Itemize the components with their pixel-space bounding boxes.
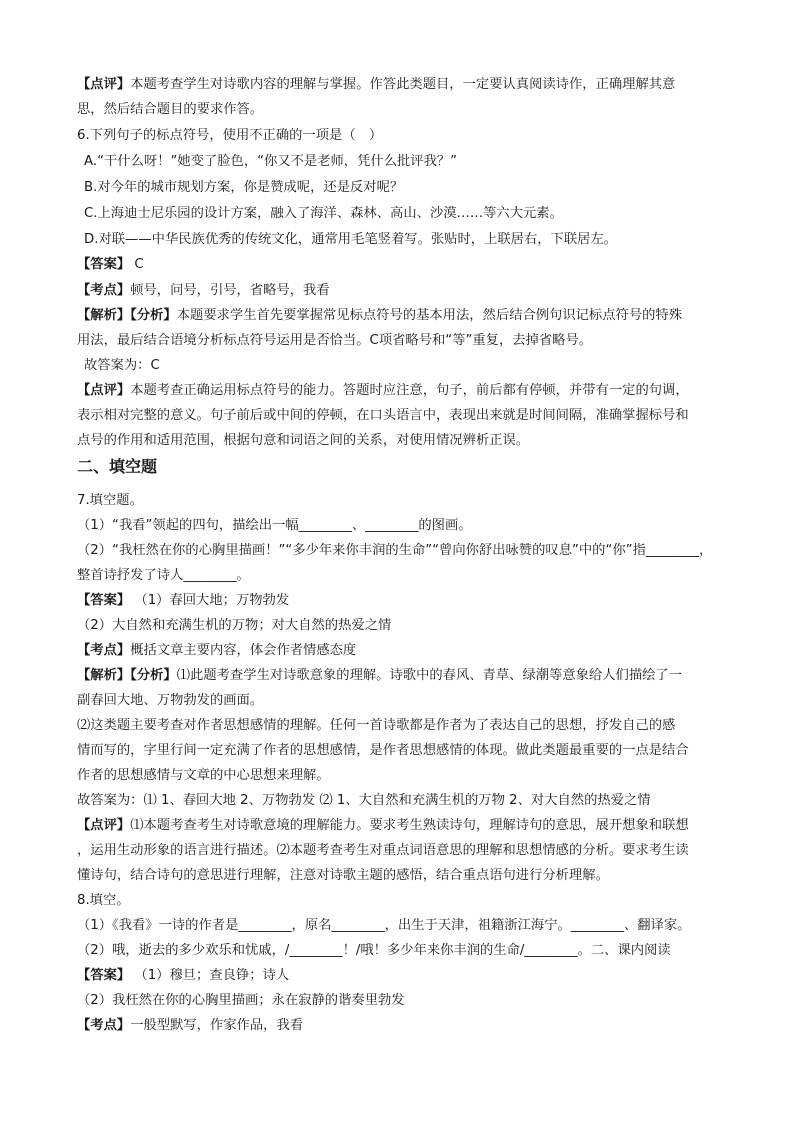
- question-7-final-answer: 故答案为：⑴ 1、春回大地 2、万物勃发 ⑵ 1、大自然和充满生机的万物 2、对大自然的热爱之情: [77, 793, 651, 808]
- label-tag: 【点评】: [77, 383, 131, 398]
- question-6-option-d: D.对联——中华民族优秀的传统文化，通常用毛笔竖着写。张贴时，上联居右，下联居左。: [84, 232, 618, 247]
- comment-line-2: 思，然后结合题目的要求作答。: [77, 102, 264, 117]
- question-7-part-2-cont: 整首诗抒发了诗人________。: [77, 568, 250, 583]
- question-7-analysis-2: 副春回大地、万物勃发的画面。: [77, 693, 264, 708]
- question-6-answer: 【答案】 C: [77, 257, 144, 272]
- label-tag: 【考点】: [77, 283, 131, 298]
- question-6-option-c: C.上海迪士尼乐园的设计方案，融入了海洋、森林、高山、沙漠……等六大元素。: [84, 206, 563, 221]
- label-tag: 【考点】: [77, 1018, 131, 1033]
- label-tag: 【答案】: [77, 593, 131, 608]
- question-8-stem: 8.填空。: [77, 893, 130, 908]
- section-heading-fill-in: 二、填空题: [77, 457, 158, 476]
- question-6-comment-1: 【点评】本题考查正确运用标点符号的能力。答题时应注意，句子，前后都有停顿，并带有一定的句调，: [77, 383, 689, 398]
- question-6-final-answer: 故答案为：C: [84, 358, 160, 373]
- question-6-comment-3: 点号的作用和适用范围，根据句意和词语之间的关系，对使用情况辨析正误。: [77, 433, 530, 448]
- question-6-analysis-1: 【解析】【分析】本题要求学生首先要掌握常见标点符号的基本用法，然后结合例句识记标点符号的特殊: [77, 308, 683, 323]
- question-7-stem: 7.填空题。: [77, 493, 143, 508]
- comment-line-1: 【点评】本题考查学生对诗歌内容的理解与掌握。作答此类题目，一定要认真阅读诗作，正确理解其意: [77, 77, 676, 92]
- label-tag: 【点评】: [77, 818, 131, 833]
- question-6-stem: 6.下列句子的标点符号，使用不正确的一项是（ ）: [77, 128, 383, 143]
- question-7-analysis-5: 作者的思想感情与文章的中心思想来理解。: [77, 768, 330, 783]
- label-tag: 【答案】: [77, 257, 131, 272]
- question-7-comment-3: 懂诗句，结合诗句的意思进行理解，注意对诗歌主题的感悟，结合重点语句进行分析理解。: [77, 868, 609, 883]
- question-7-keypoint: 【考点】概括文章主要内容，体会作者情感态度: [77, 643, 357, 658]
- question-7-analysis-4: 情而写的，字里行间一定充满了作者的思想感情，是作者思想感情的体现。做此类题最重要的一点是结合: [77, 743, 689, 758]
- question-7-comment-2: ，运用生动形象的语言进行描述。⑵本题考查考生对重点词语意思的理解和思想情感的分析。要求考生读: [77, 843, 689, 858]
- label-tag: 【考点】: [77, 643, 131, 658]
- question-7-answer-1: 【答案】 （1）春回大地；万物勃发: [77, 593, 290, 608]
- question-8-part-2: （2）哦，逝去的多少欢乐和忧戚，/________！/哦！多少年来你丰润的生命/________。二、课内阅读: [77, 943, 671, 958]
- question-8-answer-1: 【答案】 （1）穆旦；查良铮；诗人: [77, 968, 290, 983]
- question-7-part-2: （2）“我枉然在你的心胸里描画！”“多少年来你丰润的生命”“曾向你舒出咏赞的叹息”中的“你”指________，: [77, 543, 713, 558]
- question-8-answer-2: （2）我枉然在你的心胸里描画；永在寂静的谐奏里勃发: [77, 993, 405, 1008]
- question-7-answer-2: （2）大自然和充满生机的万物；对大自然的热爱之情: [77, 618, 392, 633]
- label-tag: 【解析】【分析】: [77, 308, 177, 323]
- label-tag: 【点评】: [77, 77, 131, 92]
- question-6-analysis-2: 用法，最后结合语境分析标点符号运用是否恰当。C项省略号和“等”重复，去掉省略号。: [77, 333, 593, 348]
- question-6-option-b: B.对今年的城市规划方案，你是赞成呢，还是反对呢？: [84, 180, 404, 195]
- label-tag: 【解析】【分析】: [77, 668, 177, 683]
- question-7-comment-1: 【点评】⑴本题考查考生对诗歌意境的理解能力。要求考生熟读诗句，理解诗句的意思，展开想象和联想: [77, 818, 689, 833]
- question-7-analysis-1: 【解析】【分析】⑴此题考查学生对诗歌意象的理解。诗歌中的春风、青草、绿潮等意象给人们描绘了一: [77, 668, 683, 683]
- question-8-part-1: （1）《我看》一诗的作者是________，原名________，出生于天津，祖籍浙江海宁。________、翻译家。: [77, 918, 691, 933]
- question-8-keypoint: 【考点】一般型默写，作家作品，我看: [77, 1018, 304, 1033]
- label-tag: 【答案】: [77, 968, 131, 983]
- question-6-option-a: A.“干什么呀！”她变了脸色，“你又不是老师，凭什么批评我？”: [84, 154, 458, 169]
- question-6-keypoint: 【考点】顿号，问号，引号，省略号，我看: [77, 283, 330, 298]
- question-7-analysis-3: ⑵这类题主要考查对作者思想感情的理解。任何一首诗歌都是作者为了表达自己的思想，抒发自己的感: [77, 718, 676, 733]
- question-7-part-1: （1）“我看”领起的四句，描绘出一幅________、________的图画。: [77, 518, 472, 533]
- question-6-comment-2: 表示相对完整的意义。句子前后或中间的停顿，在口头语言中，表现出来就是时间间隔，准确掌握标号和: [77, 408, 689, 423]
